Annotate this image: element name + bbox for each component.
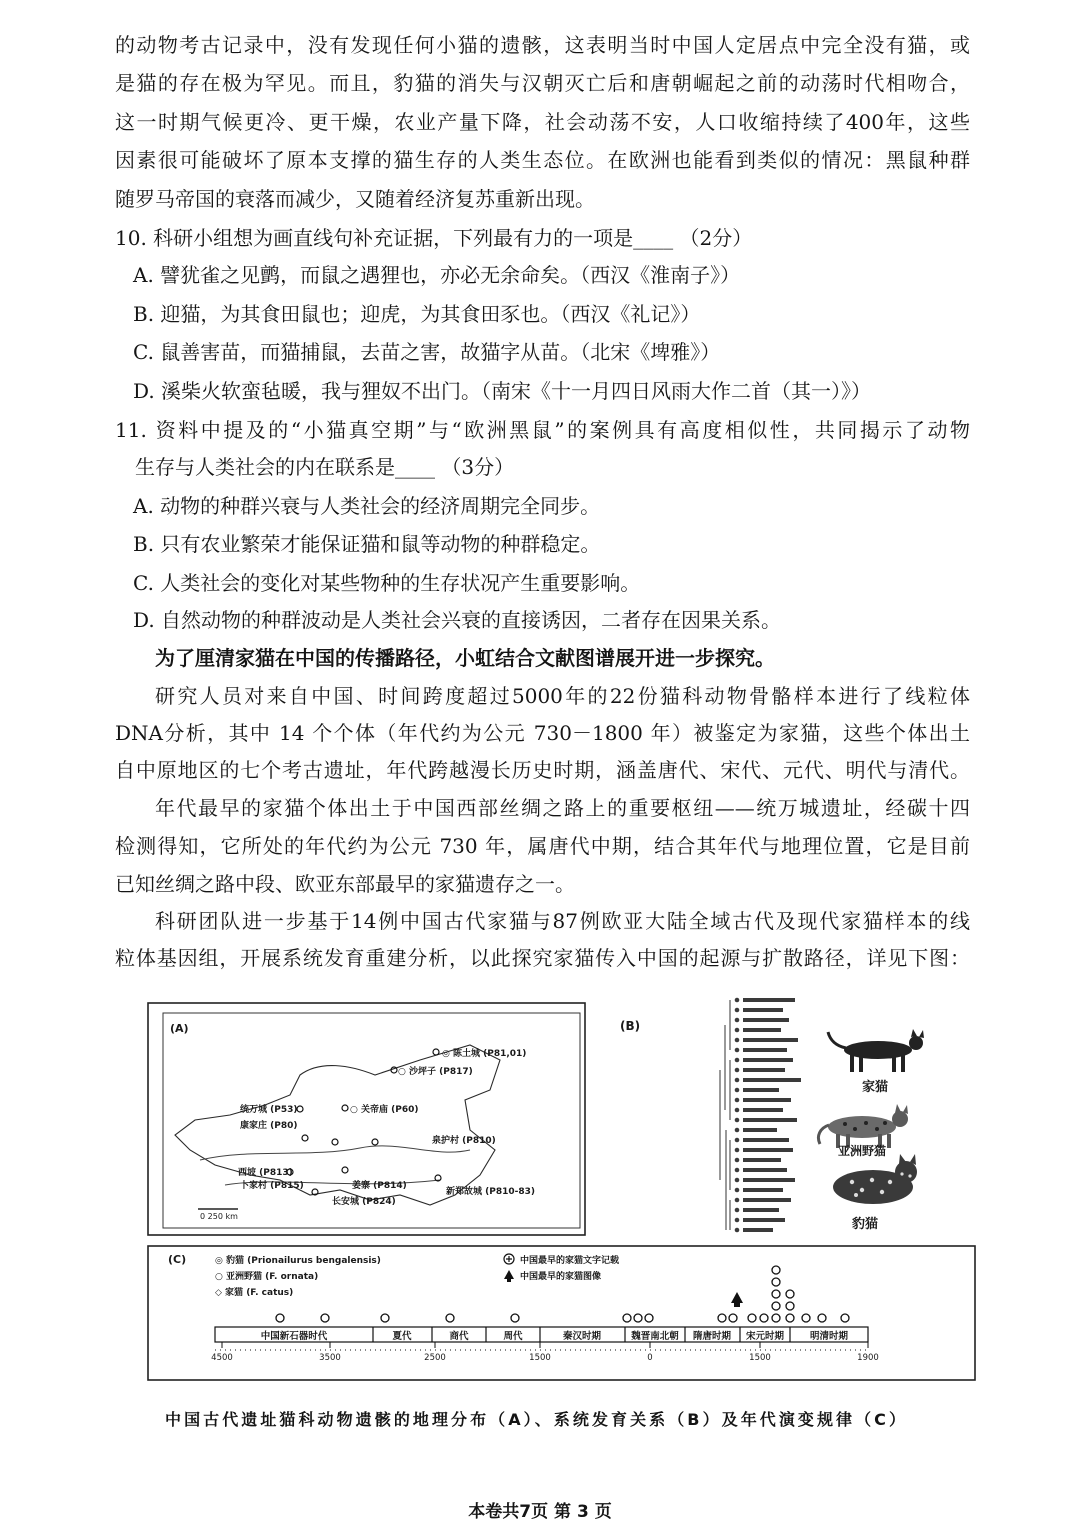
timeline-marker <box>772 1302 780 1310</box>
question-10-option-d: D. 溪柴火软蛮毡暖，我与狸奴不出门。（南宋《十一月四日风雨大作二首（其一）》） <box>133 379 872 403</box>
site-marker <box>372 1139 378 1145</box>
tree-leaf <box>735 1078 801 1083</box>
map-site-label: ○ 关帝庙 (P60) <box>350 1105 419 1115</box>
timeline-marker <box>841 1314 849 1322</box>
tree-leaf <box>735 1048 787 1053</box>
timeline-marker <box>634 1314 642 1322</box>
paragraph-line: 年代最早的家猫个体出土于中国西部丝绸之路上的重要枢纽——统万城遗址，经碳十四 <box>155 796 970 820</box>
tree-leaf <box>735 1218 785 1223</box>
timeline-marker <box>276 1314 284 1322</box>
axis-tick-label: 1900 <box>857 1353 879 1363</box>
timeline-marker <box>718 1314 726 1322</box>
paragraph-line: 自中原地区的七个考古遗址，年代跨越漫长历史时期，涵盖唐代、宋代、元代、明代与清代。 <box>115 758 970 782</box>
timeline-marker <box>786 1290 794 1298</box>
tree-leaf <box>735 1178 795 1183</box>
period-label: 商代 <box>449 1331 469 1342</box>
map-site-label: 长安城 (P824) <box>332 1197 396 1207</box>
tree-leaf <box>735 1208 779 1213</box>
passage-line: 是猫的存在极为罕见。而且，豹猫的消失与汉朝灭亡后和唐朝崛起之前的动荡时代相吻合， <box>115 71 970 95</box>
period-label: 宋元时期 <box>745 1331 785 1342</box>
paragraph-line: 粒体基因组，开展系统发育重建分析，以此探究家猫传入中国的起源与扩散路径，详见下图： <box>115 946 970 970</box>
period-label: 秦汉时期 <box>562 1331 602 1342</box>
timeline-marker <box>446 1314 454 1322</box>
tree-leaf <box>735 1008 783 1013</box>
image-record-icon <box>504 1270 514 1282</box>
timeline-marker <box>818 1314 826 1322</box>
tree-leaf <box>735 1058 793 1063</box>
cat-label-leopard-cat: 豹猫 <box>851 1217 879 1232</box>
timeline-marker <box>772 1278 780 1286</box>
paragraph-line: 检测得知，它所处的年代约为公元 730 年，属唐代中期，结合其年代与地理位置，它是目前 <box>115 834 970 858</box>
tree-leaf <box>735 1198 791 1203</box>
site-marker <box>342 1105 348 1111</box>
panel-a-label: (A) <box>170 1022 189 1035</box>
legend-leopard-cat: ◎ 豹猫 (Prionailurus bengalensis) <box>215 1256 381 1266</box>
tree-leaf <box>735 1018 789 1023</box>
tree-branch <box>720 1000 730 1230</box>
map-site-label: 康家庄 (P80) <box>240 1121 298 1131</box>
timeline-marker <box>772 1290 780 1298</box>
figure <box>140 990 985 1390</box>
panel-b-label: (B) <box>620 1019 641 1033</box>
tree-leaf <box>735 1098 791 1103</box>
tree-leaf <box>735 1108 783 1113</box>
legend-earliest-image: 中国最早的家猫图像 <box>520 1272 602 1282</box>
map-site-label: 新郑故城 (P810-83) <box>446 1187 536 1197</box>
map-site-label: ◎ 陈土城 (P81,01) <box>442 1049 527 1059</box>
tree-leaf <box>735 1228 773 1233</box>
domestic-cat-icon <box>828 1029 924 1072</box>
figure-caption: 中国古代遗址猫科动物遗骸的地理分布（A）、系统发育关系（B）及年代演变规律（C） <box>165 1410 905 1429</box>
legend-earliest-text-record: 中国最早的家猫文字记载 <box>520 1256 620 1266</box>
map-site-label: 卜家村 (P815) <box>240 1181 304 1191</box>
tree-leaf <box>735 1188 783 1193</box>
timeline-marker <box>760 1314 768 1322</box>
tree-leaf <box>735 1128 777 1133</box>
axis-tick-label: 3500 <box>319 1353 341 1363</box>
map-site-label: 泉护村 (P810) <box>432 1136 496 1146</box>
question-10-option-c: C. 鼠善害苗，而猫捕鼠，去苗之害，故猫字从苗。（北宋《埤雅》） <box>133 340 721 364</box>
map-site-label: ○ 沙坪子 (P817) <box>398 1067 473 1077</box>
section-intro: 为了厘清家猫在中国的传播路径，小虹结合文献图谱展开进一步探究。 <box>155 646 775 670</box>
axis-tick-label: 0 <box>647 1353 653 1363</box>
site-marker <box>332 1139 338 1145</box>
axis-tick-label: 4500 <box>211 1353 233 1363</box>
question-11-option-a: A. 动物的种群兴衰与人类社会的经济周期完全同步。 <box>133 494 601 518</box>
question-11-stem-cont: 生存与人类社会的内在联系是____ （3分） <box>135 455 515 479</box>
scale-label: 0 250 km <box>200 1212 238 1221</box>
timeline-marker <box>786 1302 794 1310</box>
passage-line: 因素很可能破坏了原本支撑的猫生存的人类生态位。在欧洲也能看到类似的情况：黑鼠种群 <box>115 148 970 172</box>
question-10-stem: 10. 科研小组想为画直线句补充证据，下列最有力的一项是____ （2分） <box>115 226 753 250</box>
panel-c-frame <box>148 1246 975 1380</box>
tree-leaf <box>735 1138 789 1143</box>
timeline-marker <box>772 1314 780 1322</box>
paragraph-line: 研究人员对来自中国、时间跨度超过5000年的22份猫科动物骨骼样本进行了线粒体 <box>155 684 970 708</box>
timeline-marker <box>645 1314 653 1322</box>
timeline-marker <box>381 1314 389 1322</box>
panel-c <box>148 1246 975 1380</box>
timeline-marker <box>802 1314 810 1322</box>
timeline-marker <box>623 1314 631 1322</box>
panel-b <box>620 998 924 1233</box>
tree-leaf <box>735 1028 781 1033</box>
timeline-marker <box>729 1314 737 1322</box>
panel-a <box>148 1003 585 1235</box>
period-label: 魏晋南北朝 <box>631 1331 679 1342</box>
site-marker <box>297 1106 303 1112</box>
timeline-marker <box>748 1314 756 1322</box>
legend-asian-wildcat: ○ 亚洲野猫 (F. ornata) <box>215 1272 319 1282</box>
map-site-label: 西坡 (P813) <box>238 1168 293 1178</box>
question-10-option-b: B. 迎猫，为其食田鼠也；迎虎，为其食田豕也。（西汉《礼记》） <box>133 302 701 326</box>
tree-leaf <box>735 1148 793 1153</box>
cat-label-asian-wildcat: 亚洲野猫 <box>837 1144 887 1158</box>
question-11-stem: 11. 资料中提及的“小猫真空期”与“欧洲黑鼠”的案例具有高度相似性，共同揭示了动物 <box>115 418 970 442</box>
timeline-marker <box>511 1314 519 1322</box>
cat-label-domestic: 家猫 <box>861 1080 889 1095</box>
axis-tick-label: 1500 <box>749 1353 771 1363</box>
period-label: 隋唐时期 <box>692 1331 732 1342</box>
panel-c-label: (C) <box>168 1253 187 1266</box>
period-label: 中国新石器时代 <box>260 1331 328 1342</box>
question-11-option-b: B. 只有农业繁荣才能保证猫和鼠等动物的种群稳定。 <box>133 532 601 556</box>
tree-leaf <box>735 1168 787 1173</box>
tree-leaf <box>735 1068 785 1073</box>
axis-tick-label: 1500 <box>529 1353 551 1363</box>
timeline-marker <box>321 1314 329 1322</box>
site-marker <box>433 1049 439 1055</box>
question-10-option-a: A. 譬犹雀之见鹯，而鼠之遇狸也，亦必无余命矣。（西汉《淮南子》） <box>133 263 741 287</box>
tree-leaf <box>735 1158 781 1163</box>
question-11-option-d: D. 自然动物的种群波动是人类社会兴衰的直接诱因，二者存在因果关系。 <box>133 608 782 632</box>
legend-domestic-cat: ◇ 家猫 (F. catus) <box>215 1288 294 1298</box>
map-site-label: 统万城 (P53) <box>240 1105 298 1115</box>
question-11-option-c: C. 人类社会的变化对某些物种的生存状况产生重要影响。 <box>133 571 641 595</box>
passage-line: 随罗马帝国的衰落而减少，又随着经济复苏重新出现。 <box>115 187 595 211</box>
period-label: 夏代 <box>392 1331 412 1342</box>
period-label: 周代 <box>503 1331 523 1342</box>
paragraph-line: 已知丝绸之路中段、欧亚东部最早的家猫遗存之一。 <box>115 872 575 896</box>
tree-leaf <box>735 1088 779 1093</box>
passage-line: 这一时期气候更冷、更干燥，农业产量下降，社会动荡不安，人口收缩持续了400年，这些 <box>115 110 970 134</box>
site-marker <box>302 1135 308 1141</box>
site-marker <box>342 1167 348 1173</box>
tree-leaf <box>735 998 795 1003</box>
leopard-cat-icon <box>833 1154 917 1204</box>
tree-leaf <box>735 1118 797 1123</box>
page-footer: 本卷共7页 第 3 页 <box>468 1502 612 1522</box>
timeline-marker <box>772 1266 780 1274</box>
passage-line: 的动物考古记录中，没有发现任何小猫的遗骸，这表明当时中国人定居点中完全没有猫，或 <box>115 33 970 57</box>
period-label: 明清时期 <box>809 1331 849 1342</box>
axis-tick-label: 2500 <box>424 1353 446 1363</box>
site-marker <box>391 1067 397 1073</box>
text-record-icon <box>504 1254 514 1264</box>
tree-leaves <box>735 998 801 1233</box>
asian-wildcat-icon <box>818 1104 908 1148</box>
map-site-label: 姜寨 (P814) <box>352 1181 407 1191</box>
axis-ticks <box>215 1342 868 1350</box>
timeline-marker <box>786 1314 794 1322</box>
river-line <box>200 1146 470 1160</box>
image-record-marker-icon <box>731 1292 743 1307</box>
paragraph-line: DNA分析，其中 14 个个体（年代约为公元 730－1800 年）被鉴定为家猫，这些个体出土 <box>115 721 970 745</box>
tree-leaf <box>735 1038 798 1043</box>
paragraph-line: 科研团队进一步基于14例中国古代家猫与87例欧亚大陆全域古代及现代家猫样本的线 <box>155 909 970 933</box>
phylogenetic-tree <box>720 1000 730 1230</box>
